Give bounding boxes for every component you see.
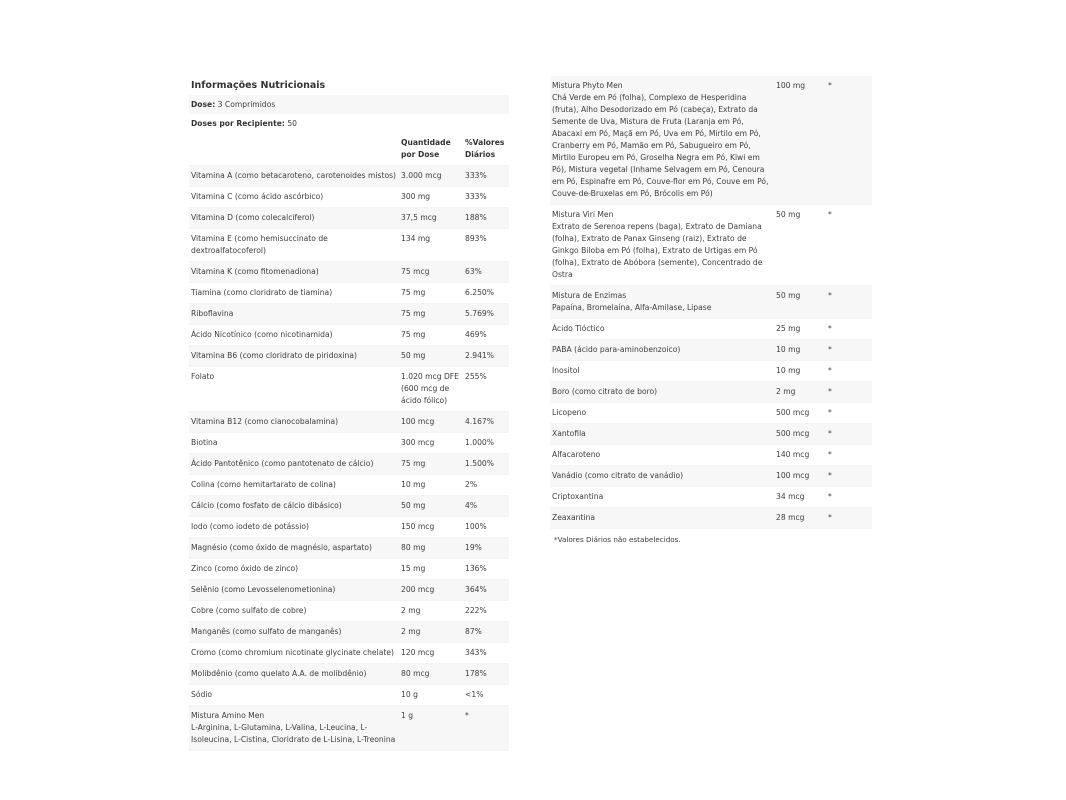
daily-value-cell: 100% [465, 522, 487, 531]
quantity-cell: 75 mg [401, 330, 426, 339]
daily-value-cell: * [828, 345, 832, 354]
nutrient-name: PABA (ácido para-aminobenzoico) [552, 345, 681, 354]
quantity-cell: 100 mg [776, 81, 806, 90]
nutrient-name: Colina (como hemitartarato de colina) [191, 480, 336, 489]
daily-value-cell: 343% [465, 648, 487, 657]
daily-value-cell: * [828, 492, 832, 501]
nutrient-name: Iodo (como iodeto de potássio) [191, 522, 309, 531]
quantity-cell: 100 mcg [776, 471, 810, 480]
quantity-cell: 34 mcg [776, 492, 805, 501]
dose-value: 3 Comprimidos [217, 100, 276, 109]
nutrient-cell [550, 403, 774, 423]
daily-value-cell: * [828, 81, 832, 90]
daily-value-cell: 364% [465, 585, 487, 594]
daily-value-cell: 333% [465, 192, 487, 201]
daily-value-cell: 4.167% [465, 417, 494, 426]
table-row [550, 424, 872, 445]
daily-value-cell: 255% [465, 372, 487, 381]
daily-value-cell: 893% [465, 234, 487, 243]
header-row [189, 133, 509, 166]
nutrient-cell [189, 454, 399, 474]
daily-value-cell: * [828, 471, 832, 480]
nutrient-name: Tiamina (como cloridrato de tiamina) [191, 288, 333, 297]
nutrient-name: Mistura Amino Men [191, 711, 265, 720]
nutrient-name: Criptoxantina [552, 492, 604, 501]
daily-value-cell: 1.500% [465, 459, 494, 468]
table-row [189, 706, 509, 751]
nutrient-cell [550, 361, 774, 381]
daily-value-cell: * [828, 387, 832, 396]
quantity-cell: 75 mg [401, 309, 426, 318]
daily-value-cell: * [828, 366, 832, 375]
nutrient-name: Cobre (como sulfato de cobre) [191, 606, 307, 615]
quantity-cell: 75 mg [401, 459, 426, 468]
nutrient-cell [550, 508, 774, 528]
nutrient-name: Ácido Tióctico [552, 324, 605, 333]
table-row [189, 601, 509, 622]
daily-value-cell: 178% [465, 669, 487, 678]
quantity-cell: 300 mcg [401, 438, 435, 447]
nutrient-cell [550, 466, 774, 486]
nutrient-ingredients: Extrato de Serenoa repens (baga), Extrato de Damiana (folha), Extrato de Panax Ginseng (raiz), Extrato de Ginkgo Biloba em Pó (folha), Extrato de Urtigas em Pó (folha), Extrato de Abóbora (semente), Concentrado de Ostra [552, 222, 763, 279]
nutrient-cell [189, 229, 399, 261]
nutrient-cell [550, 445, 774, 465]
table-row [550, 361, 872, 382]
daily-value-cell: 63% [465, 267, 482, 276]
nutrient-cell [189, 538, 399, 558]
nutrition-table-right [550, 76, 872, 550]
quantity-cell: 10 mg [401, 480, 426, 489]
quantity-cell: 3.000 mcg [401, 171, 442, 180]
quantity-cell: 75 mcg [401, 267, 430, 276]
header-quantity: Quantidade por Dose [401, 138, 451, 159]
quantity-cell: 100 mcg [401, 417, 435, 426]
nutrient-name: Ácido Pantotênico (como pantotenato de cálcio) [191, 459, 374, 468]
nutrient-name: Sódio [191, 690, 213, 699]
nutrient-cell [189, 475, 399, 495]
daily-value-cell: 333% [465, 171, 487, 180]
nutrient-cell [189, 706, 399, 750]
daily-value-cell: 6.250% [465, 288, 494, 297]
quantity-cell: 50 mg [776, 210, 801, 219]
quantity-cell: 37,5 mcg [401, 213, 437, 222]
nutrient-cell [189, 304, 399, 324]
daily-value-cell: * [828, 513, 832, 522]
table-row [189, 433, 509, 454]
table-row [550, 445, 872, 466]
table-row [189, 229, 509, 262]
quantity-cell: 500 mcg [776, 429, 810, 438]
nutrient-name: Magnésio (como óxido de magnésio, aspartato) [191, 543, 372, 552]
quantity-cell: 15 mg [401, 564, 426, 573]
daily-value-cell: 1.000% [465, 438, 494, 447]
table-row [189, 208, 509, 229]
quantity-cell: 10 mg [776, 345, 801, 354]
servings-value: 50 [287, 119, 298, 128]
table-row [189, 643, 509, 664]
table-row [550, 508, 872, 529]
table-row [189, 283, 509, 304]
table-row [189, 580, 509, 601]
nutrient-cell [189, 559, 399, 579]
daily-value-cell: 469% [465, 330, 487, 339]
nutrient-cell [189, 367, 399, 411]
nutrient-ingredients: Chá Verde em Pó (folha), Complexo de Hesperidina (fruta), Alho Desodorizado em Pó (cabeça), Extrato da Semente de Uva, Mistura de Fruta (Laranja em Pó, Abacaxi em Pó, Maçã em Pó, Uva em Pó, Mirtilo em Pó, Cranberry em Pó, Mamão em Pó, Sabugueiro em Pó, Mirtilo Europeu em Pó, Groselha Negra em Pó, Kiwi em Pó), Mistura vegetal (Inhame Selvagem em Pó, Cenoura em Pó, Espinafre em Pó, Couve-flor em Pó, Couve em Pó, Couve-de-Bruxelas em Pó, Brócolis em Pó) [552, 93, 769, 198]
table-row [189, 304, 509, 325]
nutrient-cell [189, 433, 399, 453]
nutrient-cell [550, 340, 774, 360]
daily-value-cell: * [465, 711, 469, 720]
quantity-cell: 1 g [401, 711, 414, 720]
daily-value-cell: * [828, 408, 832, 417]
table-row [550, 487, 872, 508]
nutrient-cell [189, 601, 399, 621]
table-row [189, 346, 509, 367]
quantity-cell: 300 mg [401, 192, 431, 201]
table-row [189, 166, 509, 187]
nutrient-name: Vitamina B6 (como cloridrato de piridoxina) [191, 351, 357, 360]
nutrient-name: Licopeno [552, 408, 587, 417]
table-row [189, 454, 509, 475]
nutrient-name: Alfacaroteno [552, 450, 601, 459]
quantity-cell: 80 mg [401, 543, 426, 552]
daily-value-cell: 188% [465, 213, 487, 222]
quantity-cell: 150 mcg [401, 522, 435, 531]
nutrient-cell [550, 319, 774, 339]
daily-value-cell: * [828, 210, 832, 219]
nutrient-cell [189, 664, 399, 684]
nutrient-cell [189, 166, 399, 186]
quantity-cell: 134 mg [401, 234, 431, 243]
dose-row [189, 95, 509, 114]
nutrient-name: Vitamina B12 (como cianocobalamina) [191, 417, 339, 426]
quantity-cell: 2 mg [401, 627, 421, 636]
nutrient-cell [189, 262, 399, 282]
table-row [550, 319, 872, 340]
daily-value-cell: 136% [465, 564, 487, 573]
nutrient-cell [189, 283, 399, 303]
quantity-cell: 28 mcg [776, 513, 805, 522]
quantity-cell: 1.020 mcg DFE (600 mcg de ácido fólico) [401, 372, 459, 405]
quantity-cell: 50 mg [401, 501, 426, 510]
daily-value-cell: * [828, 291, 832, 300]
quantity-cell: 120 mcg [401, 648, 435, 657]
quantity-cell: 10 mg [776, 366, 801, 375]
quantity-cell: 200 mcg [401, 585, 435, 594]
daily-value-cell: 2% [465, 480, 478, 489]
table-row [550, 340, 872, 361]
nutrient-name: Vitamina C (como ácido ascórbico) [191, 192, 324, 201]
nutrient-cell [189, 517, 399, 537]
daily-value-cell: 87% [465, 627, 482, 636]
quantity-cell: 10 g [401, 690, 418, 699]
nutrient-ingredients: L-Arginina, L-Glutamina, L-Valina, L-Leucina, L-Isoleucina, L-Cistina, Cloridrato de L-Lisina, L-Treonina [191, 723, 396, 744]
table-row [189, 187, 509, 208]
quantity-cell: 25 mg [776, 324, 801, 333]
nutrient-name: Selênio (como Levosselenometionina) [191, 585, 336, 594]
table-row [189, 685, 509, 706]
nutrient-name: Zeaxantina [552, 513, 596, 522]
table-row [550, 382, 872, 403]
quantity-cell: 50 mg [776, 291, 801, 300]
quantity-cell: 80 mcg [401, 669, 430, 678]
daily-value-cell: 2.941% [465, 351, 494, 360]
nutrient-name: Vitamina K (como fitomenadiona) [191, 267, 319, 276]
table-row [189, 559, 509, 580]
servings-row [189, 114, 509, 133]
table-row [189, 262, 509, 283]
nutrient-name: Molibdênio (como quelato A.A. de molibdênio) [191, 669, 367, 678]
quantity-cell: 2 mg [776, 387, 796, 396]
table-row [189, 664, 509, 685]
table-row [189, 496, 509, 517]
nutrient-name: Biotina [191, 438, 218, 447]
nutrient-cell [550, 205, 774, 285]
nutrient-name: Vitamina A (como betacaroteno, carotenoides mistos) [191, 171, 397, 180]
table-row [189, 538, 509, 559]
nutrient-name: Cromo (como chromium nicotinate glycinate chelate) [191, 648, 394, 657]
quantity-cell: 50 mg [401, 351, 426, 360]
daily-value-cell: 222% [465, 606, 487, 615]
nutrient-name: Zinco (como óxido de zinco) [191, 564, 299, 573]
nutrient-cell [189, 496, 399, 516]
nutrient-name: Folato [191, 372, 215, 381]
table-row [550, 286, 872, 319]
footnote: *Valores Diários não estabelecidos. [554, 535, 681, 544]
table-row [550, 76, 872, 205]
nutrient-cell [189, 187, 399, 207]
quantity-cell: 500 mcg [776, 408, 810, 417]
quantity-cell: 140 mcg [776, 450, 810, 459]
table-row [189, 325, 509, 346]
nutrient-cell [189, 325, 399, 345]
nutrient-name: Riboflavina [191, 309, 234, 318]
table-row [189, 517, 509, 538]
nutrient-cell [189, 622, 399, 642]
table-row [189, 622, 509, 643]
daily-value-cell: 4% [465, 501, 478, 510]
nutrient-cell [189, 346, 399, 366]
nutrient-name: Vanádio (como citrato de vanádio) [552, 471, 684, 480]
table-row [189, 475, 509, 496]
nutrition-table-left [189, 76, 509, 751]
table-row [550, 466, 872, 487]
nutrient-cell [189, 580, 399, 600]
nutrient-name: Boro (como citrato de boro) [552, 387, 658, 396]
nutrient-cell [550, 487, 774, 507]
nutrient-cell [189, 685, 399, 705]
nutrient-name: Cálcio (como fosfato de cálcio dibásico) [191, 501, 342, 510]
left-rows [189, 166, 509, 751]
quantity-cell: 2 mg [401, 606, 421, 615]
nutrient-name: Mistura Viri Men [552, 210, 614, 219]
nutrient-name: Vitamina D (como colecalciferol) [191, 213, 315, 222]
daily-value-cell: 19% [465, 543, 482, 552]
nutrient-cell [550, 382, 774, 402]
dose-label: Dose: [191, 100, 216, 109]
table-row [550, 403, 872, 424]
daily-value-cell: 5.769% [465, 309, 494, 318]
nutrient-cell [189, 412, 399, 432]
nutrient-name: Vitamina E (como hemisuccinato de dextroalfatocoferol) [191, 234, 328, 255]
nutrient-cell [189, 643, 399, 663]
daily-value-cell: * [828, 324, 832, 333]
nutrient-name: Manganês (como sulfato de manganês) [191, 627, 342, 636]
nutrient-name: Inositol [552, 366, 580, 375]
header-nutrient [189, 133, 399, 165]
quantity-cell: 75 mg [401, 288, 426, 297]
nutrient-cell [550, 76, 774, 204]
daily-value-cell: * [828, 429, 832, 438]
nutrient-name: Mistura Phyto Men [552, 81, 623, 90]
nutrient-name: Xantofila [552, 429, 586, 438]
nutrient-cell [550, 424, 774, 444]
nutrient-cell [550, 286, 774, 318]
right-rows [550, 76, 872, 529]
nutrient-name: Ácido Nicotínico (como nicotinamida) [191, 330, 333, 339]
header-daily-value: %Valores Diários [465, 138, 505, 159]
nutrient-cell [189, 208, 399, 228]
table-row [189, 412, 509, 433]
daily-value-cell: * [828, 450, 832, 459]
table-row [189, 367, 509, 412]
nutrient-ingredients: Papaína, Bromelaína, Alfa-Amilase, Lipase [552, 303, 712, 312]
table-row [550, 205, 872, 286]
daily-value-cell: <1% [465, 690, 484, 699]
servings-label: Doses por Recipiente: [191, 119, 285, 128]
nutrient-name: Mistura de Enzimas [552, 291, 627, 300]
table-title: Informações Nutricionais [191, 80, 326, 91]
